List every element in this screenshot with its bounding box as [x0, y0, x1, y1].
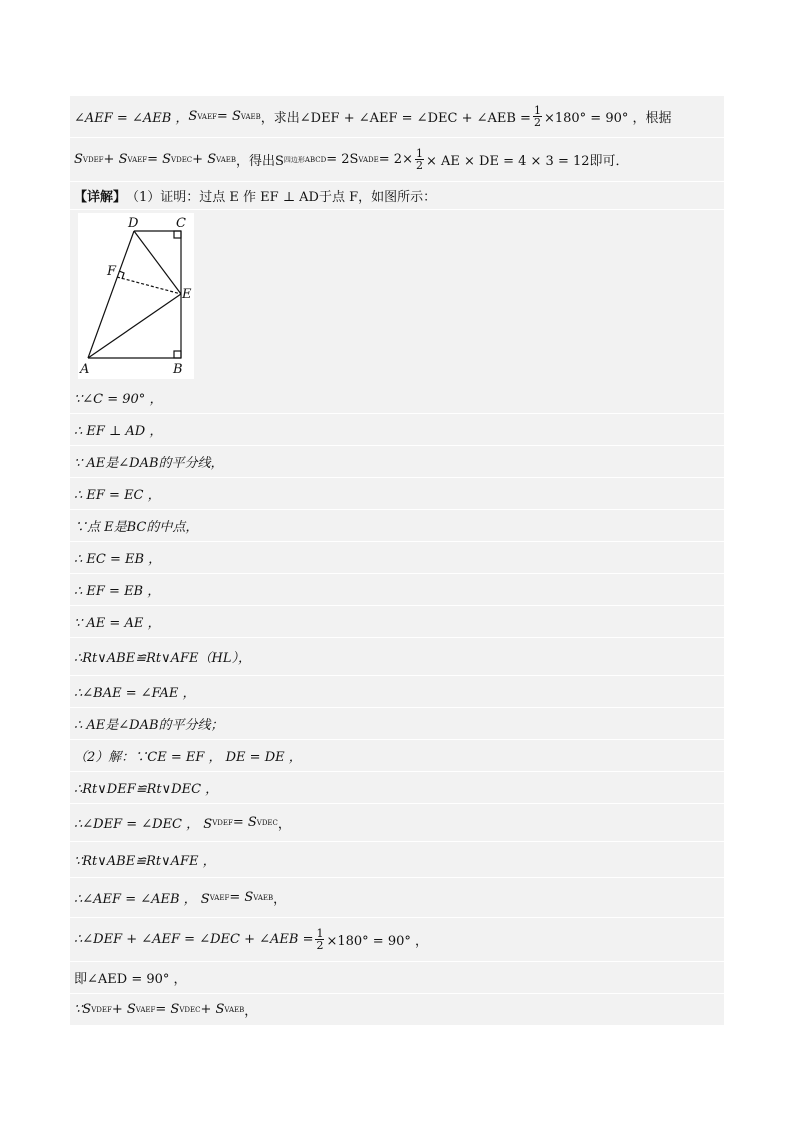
subscript: VAEF: [127, 155, 148, 164]
text: S: [74, 152, 83, 167]
text: ∠AEF = ∠AEB ，: [74, 111, 189, 126]
fraction: [415, 148, 424, 171]
detail-text: （1）证明：过点 E 作 EF ⊥ AD于点 F，如图所示：: [126, 190, 437, 205]
label-f: F: [107, 264, 117, 279]
text: ，求出∠DEF + ∠AEF = ∠DEC + ∠AEB =: [260, 111, 531, 126]
step-line: ∴ EF ⊥ AD ，: [70, 414, 724, 446]
geometry-figure: [78, 213, 194, 379]
text: = S: [216, 109, 241, 124]
step-line-14: [70, 804, 724, 842]
detail-label: 【详解】: [74, 190, 127, 205]
text: ，: [244, 1004, 258, 1019]
step-line-19: [70, 994, 724, 1026]
denominator: 2: [533, 116, 541, 129]
geometry-figure-container: [70, 210, 724, 382]
intro-line-2: [70, 138, 724, 182]
step-line: ∴ EC = EB ，: [70, 542, 724, 574]
segment-ad: [88, 231, 134, 358]
intro-line-1: [70, 96, 724, 138]
detail-heading: [70, 182, 724, 210]
fraction: [315, 928, 324, 951]
step-line: ∵点 E是BC的中点，: [70, 510, 724, 542]
step-line: ∴∠BAE = ∠FAE ，: [70, 676, 724, 708]
subscript: VDEF: [212, 818, 233, 827]
text: = S: [155, 1002, 180, 1017]
step-line-18: 即∠AED = 90° ，: [70, 962, 724, 994]
step-line: ∵ AE是∠DAB的平分线，: [70, 446, 724, 478]
step-line: ∵ AE = AE ，: [70, 606, 724, 638]
text: ×180° = 90° ，: [326, 934, 429, 949]
step-line: ∴ EF = EC ，: [70, 478, 724, 510]
subscript: VDEF: [91, 1005, 112, 1014]
segment-ef-dashed: [117, 277, 181, 294]
right-angle-b: [174, 351, 181, 358]
text: + S: [200, 1002, 225, 1017]
label-e: E: [182, 287, 192, 302]
step-line-17: [70, 918, 724, 962]
subscript: VAEF: [135, 1005, 156, 1014]
numerator: 1: [316, 927, 324, 940]
subscript: 四边形ABCD: [283, 155, 327, 164]
text: + S: [192, 152, 217, 167]
text: ，得出S: [236, 154, 284, 169]
geometry-diagram: [78, 213, 194, 379]
label-b: B: [173, 362, 183, 377]
right-angle-c: [174, 231, 181, 238]
step-line: （2）解：∵CE = EF ， DE = DE ，: [70, 740, 724, 772]
label-a: A: [80, 362, 90, 377]
text: ∴∠DEF = ∠DEC ， S: [74, 817, 213, 832]
subscript: VADE: [358, 155, 379, 164]
text: S: [188, 109, 198, 124]
subscript: VDEF: [82, 155, 104, 164]
subscript: VAEB: [240, 112, 261, 121]
text: = S: [147, 152, 172, 167]
text: + S: [103, 152, 128, 167]
subscript: VDEC: [171, 155, 193, 164]
text: ∴∠DEF + ∠AEF = ∠DEC + ∠AEB =: [74, 932, 314, 947]
document-page: [70, 96, 724, 1026]
denominator: 2: [415, 159, 423, 172]
subscript: VAEF: [209, 893, 230, 902]
subscript: VDEC: [256, 818, 278, 827]
segment-de: [134, 231, 181, 294]
subscript: VAEB: [224, 1005, 245, 1014]
text: = S: [232, 815, 257, 830]
text: ，: [277, 817, 291, 832]
step-line-16: [70, 878, 724, 918]
step-line: ∴Rt∨ABE≌Rt∨AFE（HL），: [70, 638, 724, 676]
step-line-15: ∵Rt∨ABE≌Rt∨AFE ，: [70, 842, 724, 878]
text: ，: [273, 892, 287, 907]
segment-ae: [88, 294, 181, 358]
text: ×180° = 90° ，根据: [543, 111, 672, 126]
step-line: ∴ AE是∠DAB的平分线；: [70, 708, 724, 740]
step-line: ∵∠C = 90° ，: [70, 382, 724, 414]
subscript: VAEB: [216, 155, 236, 164]
fraction: [533, 105, 542, 128]
text: = S: [229, 890, 254, 905]
text: ∵S: [74, 1002, 92, 1017]
text: ∴∠AEF = ∠AEB ， S: [74, 892, 210, 907]
numerator: 1: [415, 147, 423, 160]
subscript: VAEF: [197, 112, 217, 121]
text: = 2S: [326, 152, 359, 167]
denominator: 2: [316, 939, 324, 952]
label-c: C: [176, 216, 186, 231]
label-d: D: [128, 216, 139, 231]
numerator: 1: [533, 104, 541, 117]
step-line: ∴Rt∨DEF≌Rt∨DEC ，: [70, 772, 724, 804]
text: = 2×: [378, 152, 413, 167]
text: + S: [111, 1002, 136, 1017]
subscript: VDEC: [179, 1005, 201, 1014]
subscript: VAEB: [253, 893, 274, 902]
text: × AE × DE = 4 × 3 = 12即可．: [425, 154, 629, 169]
step-line: ∴ EF = EB ，: [70, 574, 724, 606]
